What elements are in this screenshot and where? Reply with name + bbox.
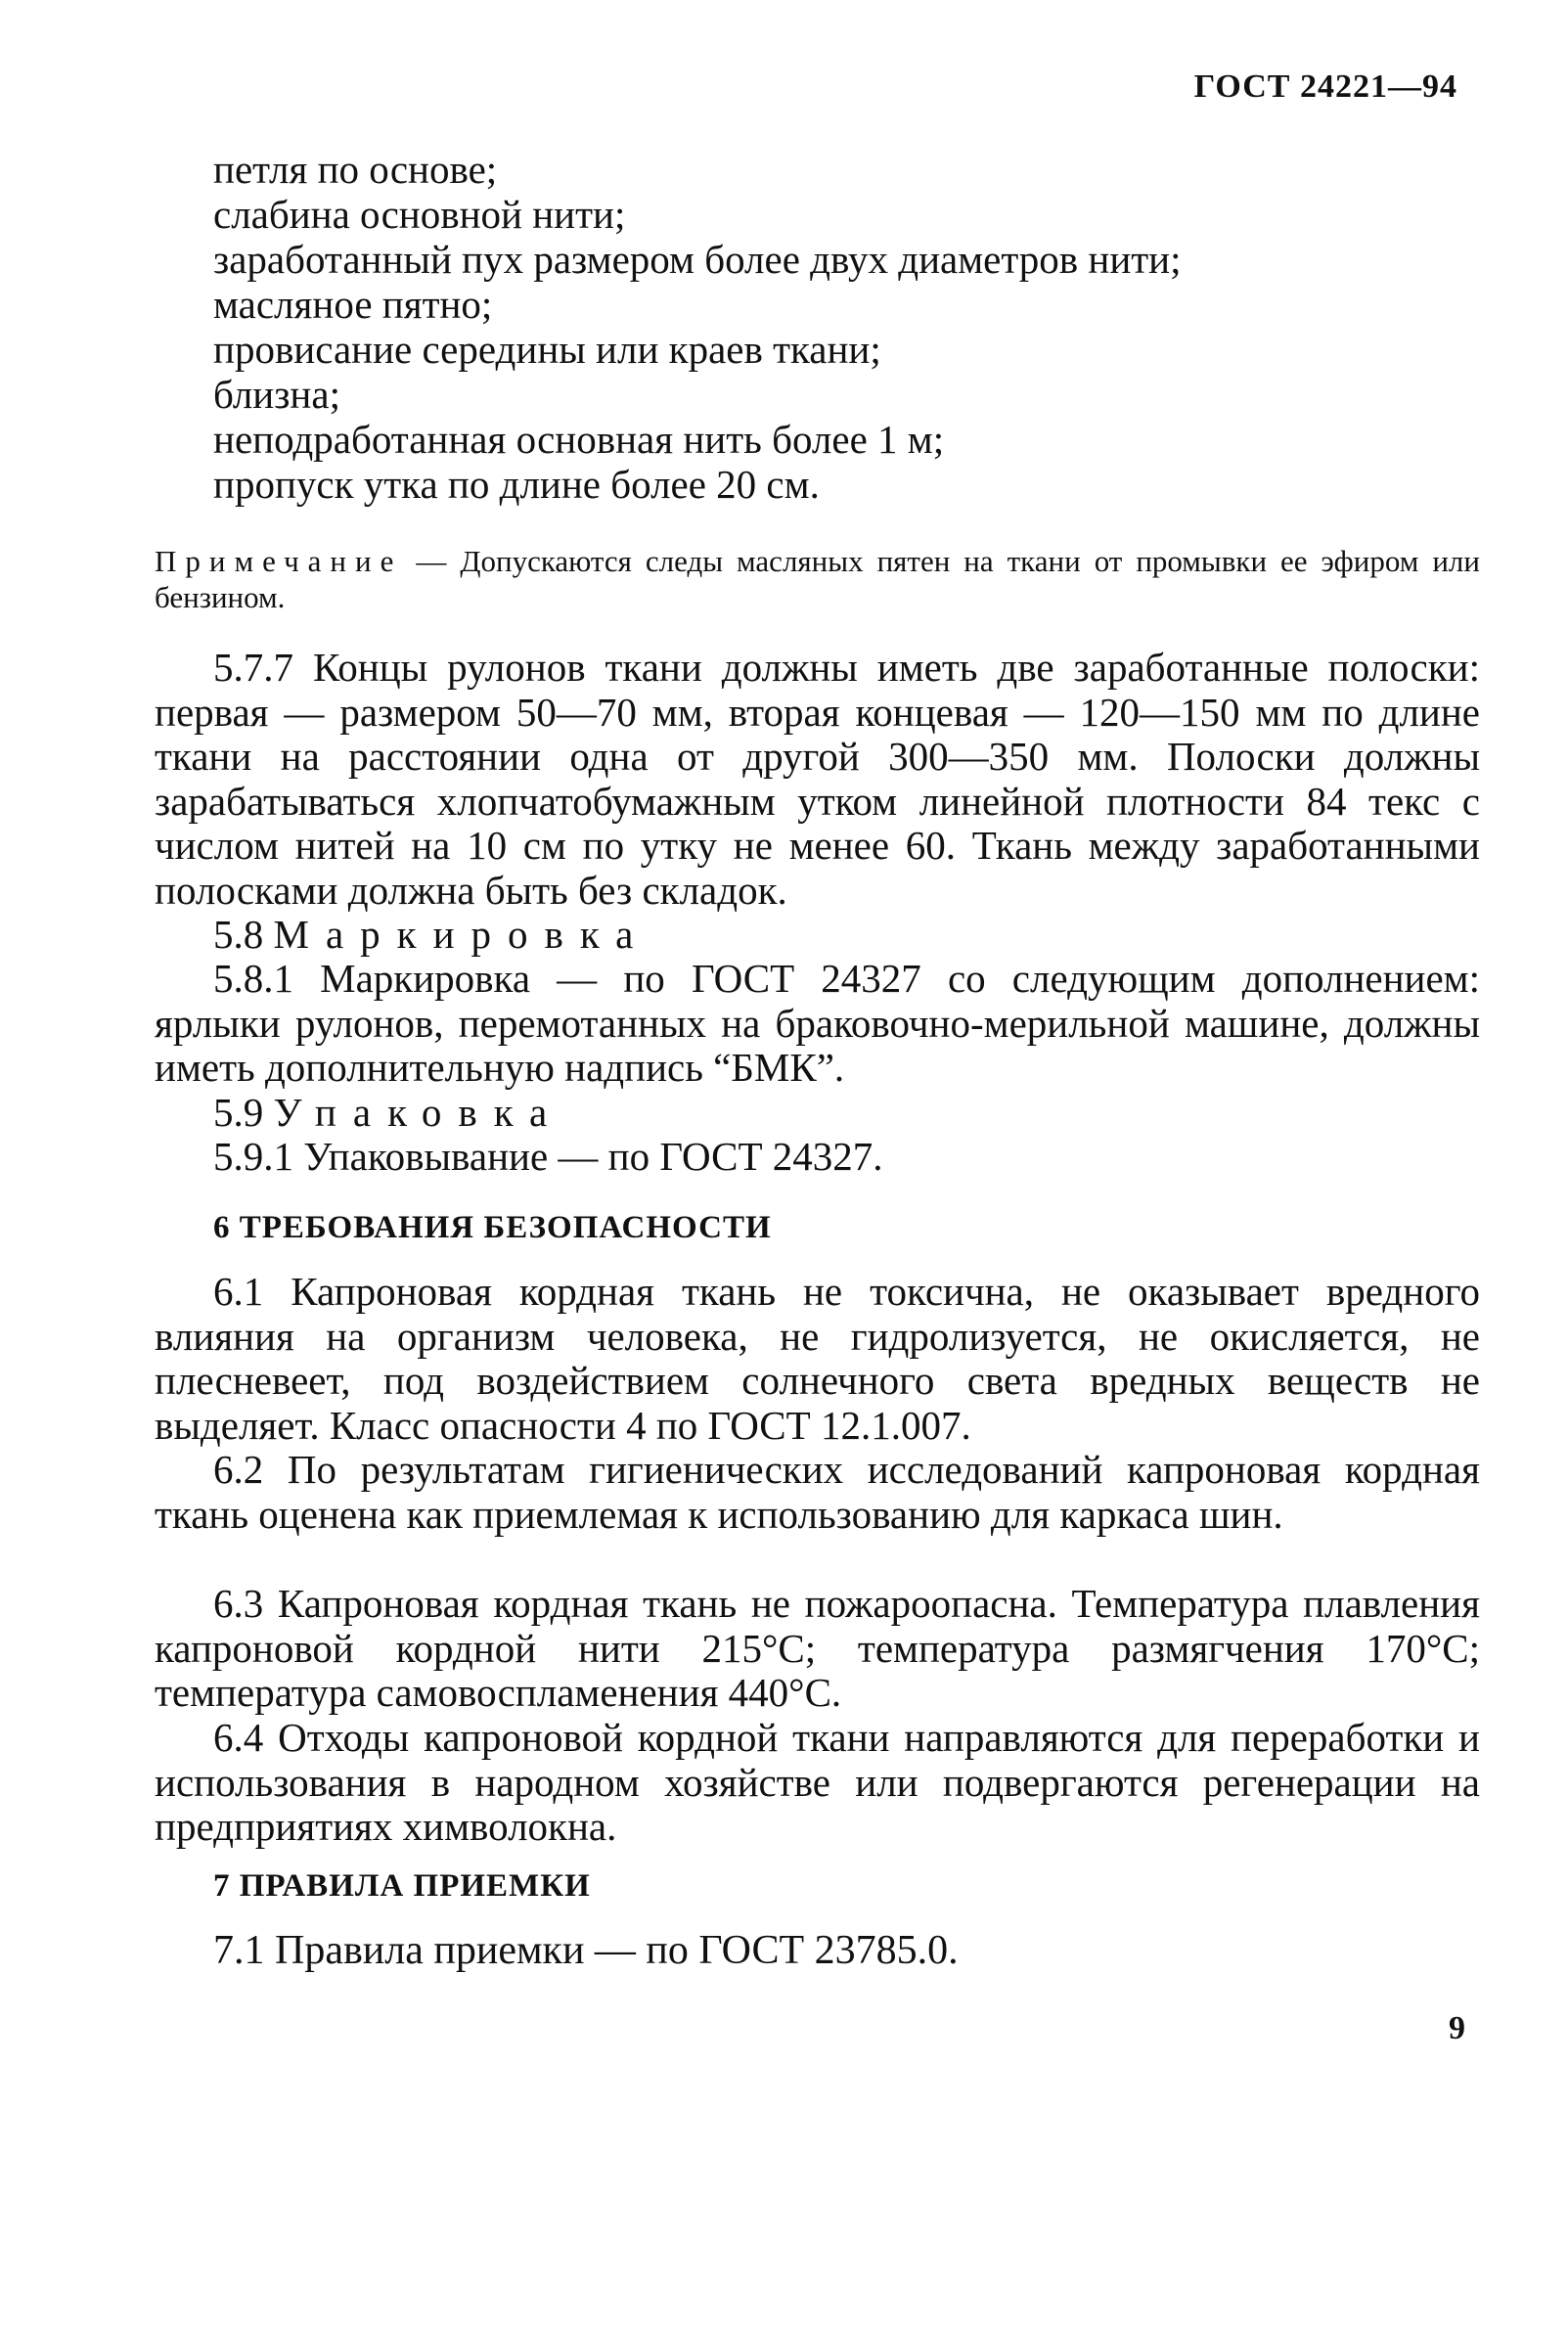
- document-header: ГОСТ 24221—94: [1193, 68, 1457, 105]
- section-7-title: 7 ПРАВИЛА ПРИЕМКИ: [213, 1868, 591, 1904]
- list-item: заработанный пух размером более двух диаметров нити;: [213, 237, 1182, 282]
- paragraph-text: 6.3 Капроновая кордная ткань не пожароопасна. Температура плавления капроновой кордной нити 215°С; температура размягчения 170°С; температура самовоспламенения 440°С.: [155, 1581, 1480, 1715]
- paragraph-text: 6.4 Отходы капроновой кордной ткани направляются для переработки и использования в народном хозяйстве или подвергаются регенерации на предприятиях химволокна.: [155, 1715, 1480, 1849]
- paragraph-7-1: 7.1 Правила приемки — по ГОСТ 23785.0.: [213, 1928, 959, 1973]
- section-6-title: 6 ТРЕБОВАНИЯ БЕЗОПАСНОСТИ: [213, 1210, 772, 1245]
- note-label: Примечание: [155, 544, 403, 578]
- heading-number: 5.8: [213, 912, 274, 957]
- paragraph-text: 5.8.1 Маркировка — по ГОСТ 24327 со следующим дополнением: ярлыки рулонов, перемотанных на браковочно-мерильной машине, должны иметь дополнительную надпись “БМК”.: [155, 956, 1480, 1090]
- list-item: неподработанная основная нить более 1 м;: [213, 417, 945, 462]
- list-item: слабина основной нити;: [213, 192, 626, 237]
- list-item: близна;: [213, 372, 340, 417]
- note-text: — Допускаются следы масляных пятен на ткани от промывки ее эфиром или бензином.: [155, 544, 1480, 614]
- list-item: масляное пятно;: [213, 282, 493, 327]
- heading-title: Маркировка: [273, 912, 650, 957]
- heading-title: Упаковка: [273, 1090, 564, 1135]
- list-item: пропуск утка по длине более 20 см.: [213, 462, 820, 507]
- paragraph-text: 6.1 Капроновая кордная ткань не токсична, не оказывает вредного влияния на организм человека, не гидролизуется, не окисляется, не плесневеет, под воздействием солнечного света вредных веществ не выделяет. Класс опасности 4 по ГОСТ 12.1.007.: [155, 1269, 1480, 1448]
- paragraph-text: 5.7.7 Концы рулонов ткани должны иметь две заработанные полоски: первая — размером 50—70 мм, вторая концевая — 120—150 мм по длине ткани на расстоянии одна от другой 300—350 мм. Полоски должны зарабатываться хлопчатобумажным утком линейной плотности 84 текс с числом нитей на 10 см по утку не менее 60. Ткань между заработанными полосками должна быть без складок.: [155, 645, 1480, 913]
- paragraph-6-2: [155, 1448, 1480, 1537]
- note: [155, 543, 1480, 615]
- paragraph-6-3: [155, 1582, 1480, 1716]
- paragraph-5-7-7: [155, 646, 1480, 913]
- defects-list: [213, 147, 1539, 507]
- paragraph-5-8-1: [155, 957, 1480, 1091]
- page-number: 9: [1449, 2010, 1465, 2046]
- heading-5-9: [155, 1091, 1539, 1136]
- list-item: петля по основе;: [213, 147, 498, 192]
- paragraph-6-4: [155, 1716, 1480, 1850]
- paragraph-6-1: [155, 1270, 1480, 1448]
- paragraph-text: 6.2 По результатам гигиенических исследований капроновая кордная ткань оценена как приемлемая к использованию для каркаса шин.: [155, 1447, 1480, 1537]
- heading-5-8: [155, 913, 1539, 958]
- paragraph-5-9-1: 5.9.1 Упаковывание — по ГОСТ 24327.: [213, 1134, 883, 1179]
- list-item: провисание середины или краев ткани;: [213, 327, 881, 372]
- heading-number: 5.9: [213, 1090, 274, 1135]
